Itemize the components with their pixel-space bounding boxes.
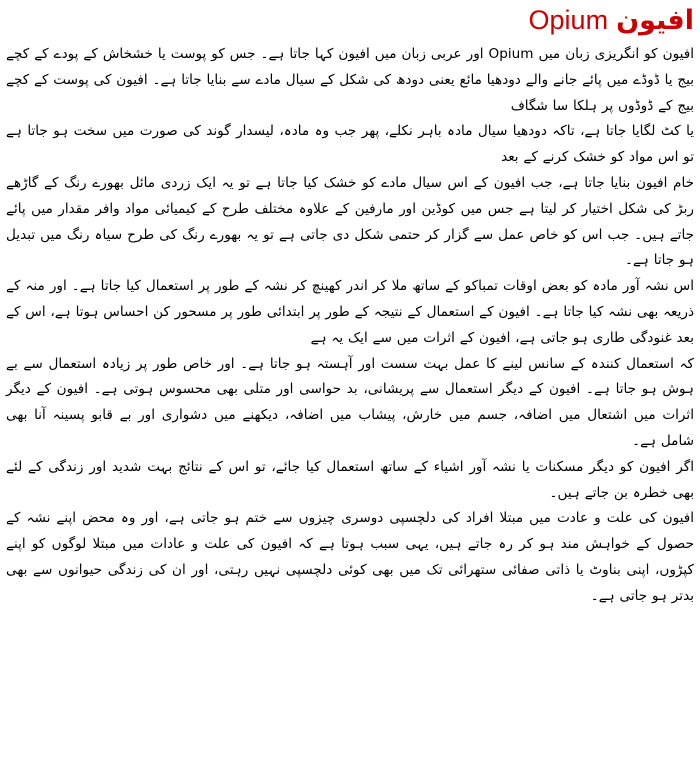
paragraph-6: اگر افیون کو دیگر مسکنات یا نشہ آور اشیاء کے ساتھ استعمال کیا جائے، تو اس کے نتائج بہت شدید اور زندگی کے لئے بھی خطرہ بن جاتے ہیں۔ — [6, 458, 694, 501]
paragraph-5: کہ استعمال کنندہ کے سانس لینے کا عمل بہت سست اور آہستہ ہو جاتا ہے۔ اور خاص طور پر زیادہ استعمال سے بے ہوش ہو جاتا ہے۔ افیون کے دیگر استعمال سے پریشانی، بد حواسی اور متلی بھی محسوس ہوتی ہے۔ افیون کے دیگر اثرات میں اشتعال میں اضافہ، جسم میں خارش، پیشاب میں اضافہ، دیکھنے میں دشواری اور بے قابو پسینہ آنا بھی شامل ہے۔ — [6, 355, 694, 449]
page-title — [6, 0, 694, 42]
paragraph-4: اس نشہ آور مادہ کو بعض اوقات تمباکو کے ساتھ ملا کر اندر کھینچ کر نشہ کے طور پر استعمال کیا جاتا ہے۔ اور منہ کے ذریعہ بھی نشہ کیا جاتا ہے۔ افیون کے استعمال کے نتیجہ کے طور پر ابتدائی طور پر مسحور کن احساس ہوتا ہے، اس کے بعد غنودگی طاری ہو جاتی ہے، افیون کے اثرات میں سے ایک یہ ہے — [5, 278, 694, 346]
paragraph-3: خام افیون بنایا جاتا ہے، جب افیون کے اس سیال مادے کو خشک کیا جاتا ہے تو یہ ایک زردی مائل بھورے رنگ کے گاڑھے ربڑ کی شکل اختیار کر لیتا ہے جس میں کوڈین اور مارفین کے علاوہ مختلف طرح کے کیمیائی مواد وافر مقدار میں پائے جاتے ہیں۔ جب اس کو خاص عمل سے گزار کر حتمی شکل دی جاتی ہے تو یہ بھورے رنگ کی طرح سیاہ رنگ میں تبدیل ہو جاتا ہے۔ — [6, 174, 694, 269]
paragraph-1: افیون کو انگریزی زبان میں Opium اور عربی زبان میں افیون کہا جاتا ہے۔ جس کو پوست یا خشخاش کے پودے کے کچے بیج یا ڈوڈے میں پائے جانے والے دودھیا مائع یعنی دودھ کی شکل کے سیال مادے سے بنایا جاتا ہے۔ افیون کی پوست کے کچے بیج کے ڈوڈوں پر ہلکا سا شگاف — [6, 46, 694, 114]
paragraph-2: یا کٹ لگایا جاتا ہے، تاکہ دودھیا سیال مادہ باہر نکلے، پھر جب وہ مادہ، لیسدار گوند کی صورت میں سخت ہو جاتا ہے تو اس مواد کو خشک کرنے کے بعد — [6, 123, 694, 166]
paragraph-7: افیون کی علت و عادت میں مبتلا افراد کی دلچسپی دوسری چیزوں سے ختم ہو جاتی ہے، اور وہ محض اپنے نشہ کے حصول کے خواہش مند ہو کر رہ جاتے ہیں، یہی سبب ہوتا ہے کہ افیون کی علت و عادات میں مبتلا لوگوں کو اپنے کپڑوں، اپنی بناوٹ یا ذاتی صفائی ستھرائی تک میں بھی کوئی دلچسپی نہیں رہتی، اور ان کی زندگی حیوانوں سے بھی بدتر ہو جاتی ہے۔ — [6, 510, 694, 604]
article — [6, 0, 694, 764]
title-english: Opium — [528, 5, 609, 35]
title-urdu: افیون — [616, 5, 694, 36]
